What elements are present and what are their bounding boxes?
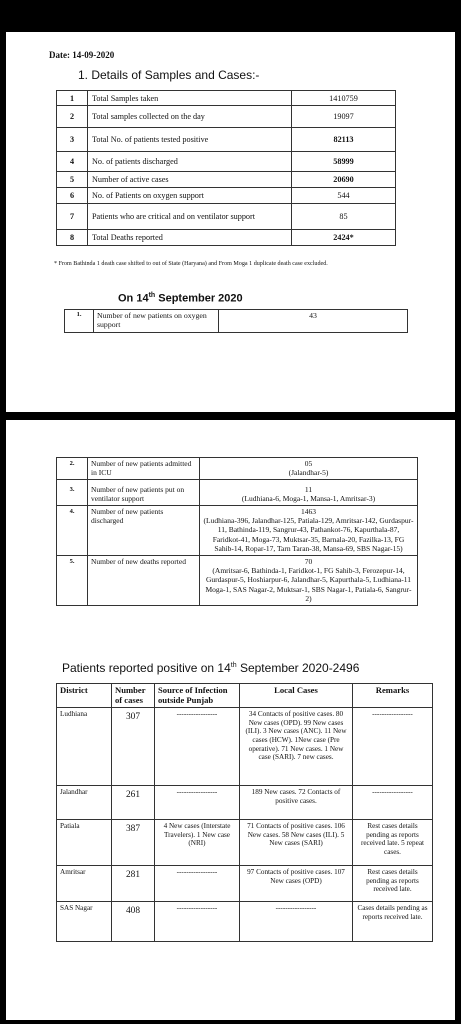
row-number: 5: [57, 172, 88, 188]
value-number: 1463: [301, 506, 316, 516]
row-number: 4: [57, 152, 88, 172]
row-number: 3: [57, 128, 88, 152]
heading-text: September 2020: [155, 292, 243, 305]
report-date: Date: 14-09-2020: [49, 50, 115, 60]
outside-source: -----------------: [155, 708, 240, 786]
row-value: 2424*: [292, 230, 396, 246]
heading-text: September 2020-2496: [236, 661, 360, 675]
table-row: [57, 188, 396, 204]
on-day-heading: [118, 292, 243, 305]
table-row: [57, 708, 433, 786]
value-detail: (Amritsar-6, Bathinda-1, Faridkot-1, FG Sahib-3, Ferozepur-14, Gurdaspur-5, Hoshiarpur-6, Jalandhar-5, Kapurthala-5, Ludhiana-11 Moga-1, SAS Nagar-2, Muktsar-1, SBS Nagar-1, Patiala-6, Sangrur-2): [205, 566, 412, 604]
row-value: 43: [219, 310, 408, 333]
row-label: Number of new deaths reported: [88, 555, 200, 605]
table-row: [57, 204, 396, 230]
section-title: 1. Details of Samples and Cases:-: [78, 68, 260, 82]
row-value: 19097: [292, 106, 396, 128]
row-number: 7: [57, 204, 88, 230]
table-row: [57, 902, 433, 942]
local-cases: 189 New cases. 72 Contacts of positive cases.: [240, 786, 353, 820]
case-count: 307: [112, 708, 155, 786]
remarks: -----------------: [353, 786, 433, 820]
column-header: Source of Infection outside Punjab: [155, 684, 240, 708]
row-label: Total samples collected on the day: [88, 106, 292, 128]
district-name: Ludhiana: [57, 708, 112, 786]
district-name: SAS Nagar: [57, 902, 112, 942]
case-count: 281: [112, 866, 155, 902]
heading-text: On 14: [118, 292, 149, 305]
table-row: [57, 91, 396, 106]
table-header-row: [57, 684, 433, 708]
outside-source: 4 New cases (Interstate Travelers). 1 New case (NRI): [155, 820, 240, 866]
heading-sup: th: [148, 292, 156, 299]
row-label: Number of new patients on oxygen support: [94, 310, 219, 333]
case-count: 261: [112, 786, 155, 820]
table-row: [65, 310, 408, 333]
row-number: 8: [57, 230, 88, 246]
remarks: Cases details pending as reports received late.: [353, 902, 433, 942]
column-header: Local Cases: [240, 684, 353, 708]
local-cases: 34 Contacts of positive cases. 80 New cases (OPD). 99 New cases (ILI). 3 New cases (ANC). 11 New cases (HCW). 1New case (Pre operative). 71 New cases. 1 New case (SARI). 7 new cases.: [240, 708, 353, 786]
table-row: [57, 152, 396, 172]
remarks: -----------------: [353, 708, 433, 786]
positive-cases-heading: [62, 661, 359, 675]
table-row: [57, 230, 396, 246]
outside-source: -----------------: [155, 902, 240, 942]
row-value: 20690: [292, 172, 396, 188]
samples-table: [56, 90, 396, 246]
table-row: [57, 106, 396, 128]
row-value: [200, 505, 418, 555]
row-number: 3.: [57, 479, 88, 505]
table-row: [57, 866, 433, 902]
row-value: 1410759: [292, 91, 396, 106]
remarks: Rest cases details pending as reports received late. 5 repeat cases.: [353, 820, 433, 866]
row-label: Total Deaths reported: [88, 230, 292, 246]
value-detail: (Jalandhar-5): [288, 468, 329, 478]
table-row: [57, 555, 418, 605]
row-number: 6: [57, 188, 88, 204]
row-label: No. of Patients on oxygen support: [88, 188, 292, 204]
row-label: Number of active cases: [88, 172, 292, 188]
value-number: 70: [304, 556, 313, 566]
row-label: Total No. of patients tested positive: [88, 128, 292, 152]
table-row: [57, 172, 396, 188]
district-cases-table: [56, 683, 433, 942]
row-label: No. of patients discharged: [88, 152, 292, 172]
value-number: 11: [304, 484, 313, 494]
heading-sup: th: [230, 662, 237, 669]
district-name: Jalandhar: [57, 786, 112, 820]
document-page-1: [6, 32, 455, 412]
column-header: Number of cases: [112, 684, 155, 708]
table-row: [57, 786, 433, 820]
table-row: [57, 458, 418, 480]
row-value: 82113: [292, 128, 396, 152]
row-value: [200, 555, 418, 605]
column-header: District: [57, 684, 112, 708]
value-detail: (Ludhiana-6, Moga-1, Mansa-1, Amritsar-3): [241, 494, 376, 504]
local-cases: -----------------: [240, 902, 353, 942]
table-row: [57, 820, 433, 866]
row-number: 2.: [57, 458, 88, 480]
table-row: [57, 479, 418, 505]
new-patients-table: [56, 457, 418, 606]
row-value: 544: [292, 188, 396, 204]
row-label: Number of new patients discharged: [88, 505, 200, 555]
table-row: [57, 505, 418, 555]
remarks: Rest cases details pending as reports received late.: [353, 866, 433, 902]
row-value: [200, 458, 418, 480]
value-detail: (Ludhiana-396, Jalandhar-125, Patiala-129, Amritsar-142, Gurdaspur-11, Bathinda-119, Sangrur-43, Pathankot-76, Kapurthala-87, Faridkot-41, Moga-73, Muktsar-35, Barnala-20, Fazilka-13, FG Sahib-14, Ropar-17, Tarn Taran-38, Mansa-69, SBS Nagar-15): [203, 516, 414, 554]
row-number: 1.: [65, 310, 94, 333]
row-value: 85: [292, 204, 396, 230]
heading-text: Patients reported positive on 14: [62, 661, 231, 675]
footnote: * From Bathinda 1 death case shifted to out of State (Haryana) and From Moga 1 duplicate death case excluded.: [54, 261, 328, 267]
document-page-2: [6, 420, 455, 1020]
row-number: 4.: [57, 505, 88, 555]
column-header: Remarks: [353, 684, 433, 708]
row-label: Total Samples taken: [88, 91, 292, 106]
row-number: 5.: [57, 555, 88, 605]
row-label: Number of new patients put on ventilator support: [88, 479, 200, 505]
new-oxygen-table: [64, 309, 408, 333]
row-label: Number of new patients admitted in ICU: [88, 458, 200, 480]
district-name: Patiala: [57, 820, 112, 866]
outside-source: -----------------: [155, 786, 240, 820]
local-cases: 97 Contacts of positive cases. 107 New cases (OPD): [240, 866, 353, 902]
row-label: Patients who are critical and on ventilator support: [88, 204, 292, 230]
table-row: [57, 128, 396, 152]
row-value: [200, 479, 418, 505]
row-value: 58999: [292, 152, 396, 172]
row-number: 1: [57, 91, 88, 106]
row-number: 2: [57, 106, 88, 128]
outside-source: -----------------: [155, 866, 240, 902]
case-count: 408: [112, 902, 155, 942]
district-name: Amritsar: [57, 866, 112, 902]
value-number: 05: [304, 459, 313, 468]
local-cases: 71 Contacts of positive cases. 106 New cases. 58 New cases (ILI). 5 New cases (SARI): [240, 820, 353, 866]
case-count: 387: [112, 820, 155, 866]
